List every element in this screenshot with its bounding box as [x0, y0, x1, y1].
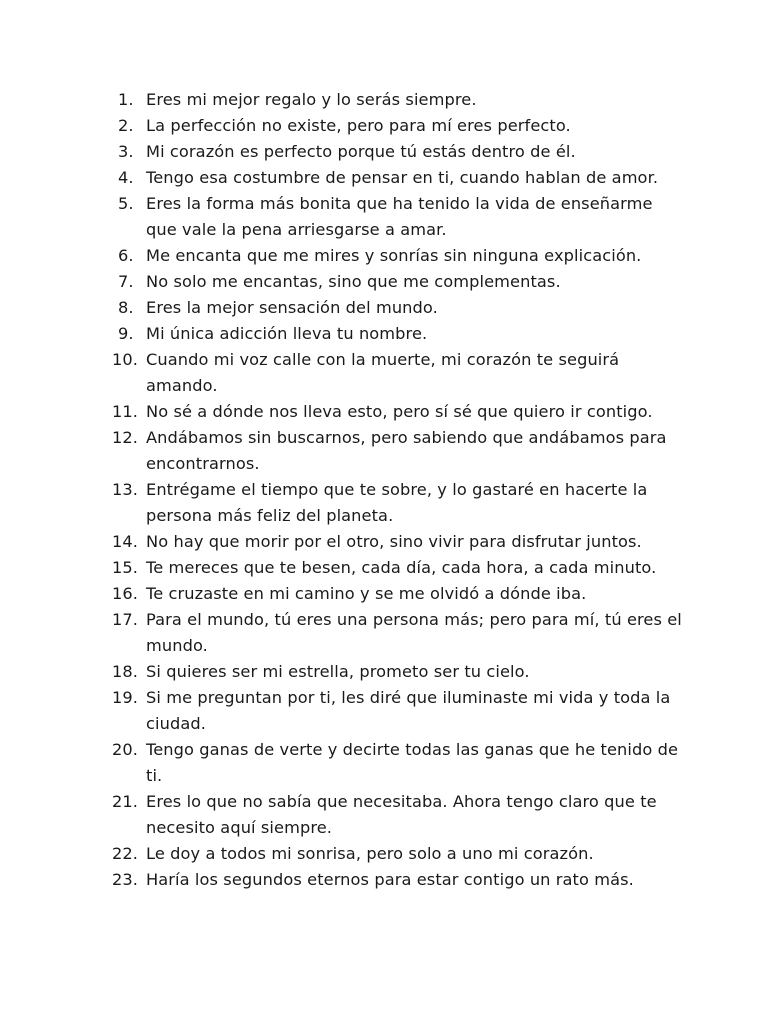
item-text: La perfección no existe, pero para mí eres perfecto. [146, 116, 571, 135]
item-number: 16. [112, 584, 139, 603]
item-text: Eres mi mejor regalo y lo serás siempre. [146, 90, 477, 109]
item-number: 2. [118, 116, 134, 135]
item-text: Te mereces que te besen, cada día, cada hora, a cada minuto. [146, 558, 657, 577]
item-text: Para el mundo, tú eres una persona más; pero para mí, tú eres el mundo. [146, 610, 682, 655]
item-text: Eres la mejor sensación del mundo. [146, 298, 438, 317]
list-item [0, 87, 768, 113]
item-text: Tengo esa costumbre de pensar en ti, cuando hablan de amor. [146, 168, 659, 187]
item-number: 20. [112, 740, 139, 759]
list-item [0, 295, 768, 321]
item-text: Si quieres ser mi estrella, prometo ser tu cielo. [146, 662, 530, 681]
item-text: Le doy a todos mi sonrisa, pero solo a uno mi corazón. [146, 844, 594, 863]
list-item [0, 113, 768, 139]
item-text: Si me preguntan por ti, les diré que iluminaste mi vida y toda la ciudad. [146, 688, 671, 733]
list-item [0, 685, 768, 737]
item-number: 7. [118, 272, 134, 291]
list-item [0, 555, 768, 581]
item-number: 17. [112, 610, 139, 629]
item-number: 12. [112, 428, 139, 447]
item-text: No sé a dónde nos lleva esto, pero sí sé que quiero ir contigo. [146, 402, 653, 421]
item-number: 6. [118, 246, 134, 265]
list-item [0, 399, 768, 425]
item-text: No solo me encantas, sino que me complementas. [146, 272, 561, 291]
list-item [0, 529, 768, 555]
item-text: Mi única adicción lleva tu nombre. [146, 324, 428, 343]
list-item [0, 243, 768, 269]
item-text: Eres la forma más bonita que ha tenido la vida de enseñarme que vale la pena arriesgarse a amar. [146, 194, 653, 239]
list-item [0, 659, 768, 685]
item-number: 3. [118, 142, 134, 161]
list-item [0, 477, 768, 529]
item-text: Me encanta que me mires y sonrías sin ninguna explicación. [146, 246, 642, 265]
list-item [0, 191, 768, 243]
item-text: No hay que morir por el otro, sino vivir para disfrutar juntos. [146, 532, 642, 551]
list-item [0, 867, 768, 893]
item-text: Haría los segundos eternos para estar contigo un rato más. [146, 870, 634, 889]
item-number: 23. [112, 870, 139, 889]
list-item [0, 841, 768, 867]
item-number: 19. [112, 688, 139, 707]
item-number: 18. [112, 662, 139, 681]
list-item [0, 581, 768, 607]
item-number: 22. [112, 844, 139, 863]
item-number: 1. [118, 90, 134, 109]
list-item [0, 139, 768, 165]
item-number: 15. [112, 558, 139, 577]
list-item [0, 269, 768, 295]
quote-list [0, 87, 768, 893]
item-number: 10. [112, 350, 139, 369]
item-number: 21. [112, 792, 139, 811]
item-text: Entrégame el tiempo que te sobre, y lo gastaré en hacerte la persona más feliz del planeta. [146, 480, 648, 525]
item-text: Cuando mi voz calle con la muerte, mi corazón te seguirá amando. [146, 350, 620, 395]
list-item [0, 789, 768, 841]
item-number: 14. [112, 532, 139, 551]
list-item [0, 737, 768, 789]
list-item [0, 165, 768, 191]
item-text: Eres lo que no sabía que necesitaba. Ahora tengo claro que te necesito aquí siempre. [146, 792, 657, 837]
item-number: 5. [118, 194, 134, 213]
item-number: 8. [118, 298, 134, 317]
item-number: 11. [112, 402, 139, 421]
item-number: 9. [118, 324, 134, 343]
item-text: Te cruzaste en mi camino y se me olvidó a dónde iba. [146, 584, 587, 603]
item-text: Andábamos sin buscarnos, pero sabiendo que andábamos para encontrarnos. [146, 428, 667, 473]
item-text: Tengo ganas de verte y decirte todas las ganas que he tenido de ti. [146, 740, 679, 785]
item-text: Mi corazón es perfecto porque tú estás dentro de él. [146, 142, 576, 161]
list-item [0, 425, 768, 477]
list-item [0, 607, 768, 659]
list-item [0, 347, 768, 399]
list-item [0, 321, 768, 347]
item-number: 13. [112, 480, 139, 499]
item-number: 4. [118, 168, 134, 187]
